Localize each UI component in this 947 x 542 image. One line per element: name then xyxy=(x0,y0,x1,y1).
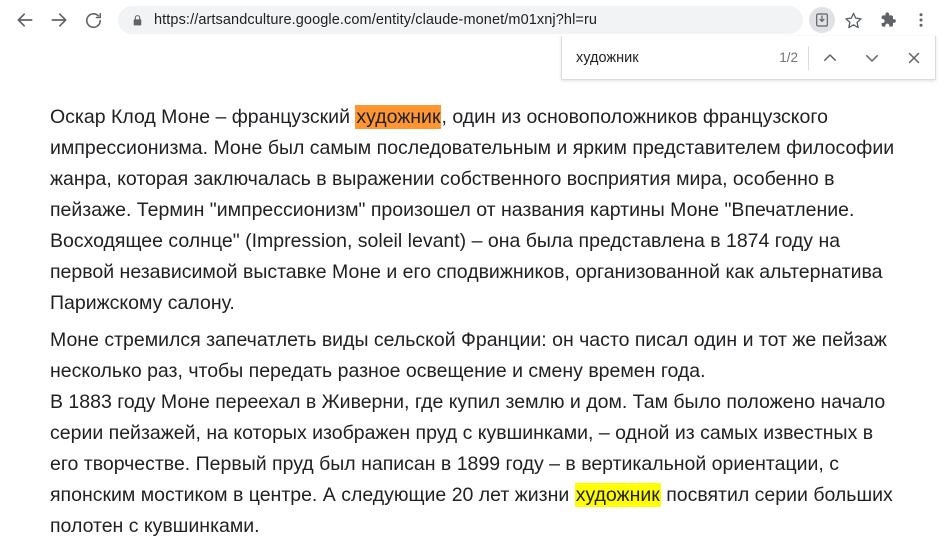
find-input-wrapper[interactable] xyxy=(562,36,775,79)
paragraph-3 xyxy=(50,387,895,542)
text-run: Моне стремился запечатлеть виды сельской Франции: он часто писал один и тот же пейзаж несколько раз, чтобы передать разное освещение и смену времен года. xyxy=(50,329,887,382)
url-text: https://artsandculture.google.com/entity/claude-monet/m01xnj?hl=ru xyxy=(154,12,598,28)
puzzle-piece-icon[interactable] xyxy=(871,4,903,36)
search-highlight: художник xyxy=(575,484,660,506)
star-icon[interactable] xyxy=(837,4,869,36)
text-run: посвятил серии больших полотен с кувшинками. xyxy=(50,484,893,537)
forward-button[interactable] xyxy=(44,5,74,35)
text-run: Оскар Клод Моне – французский xyxy=(50,106,356,128)
back-button[interactable] xyxy=(10,5,40,35)
find-in-page-bar xyxy=(561,36,936,80)
find-input[interactable] xyxy=(576,50,775,66)
chevron-down-icon[interactable] xyxy=(851,36,893,79)
paragraph-1 xyxy=(50,102,895,319)
lock-icon xyxy=(130,13,144,27)
text-run: , один из основоположников французского импрессионизма. Моне был самым последовательным и ярким представителем философии жанра, которая заключалась в выражении собственного восприятия мира, особенно в пейзаже. Термин "импрессионизм" произошел от названия картины Моне "Впечатление. Восходящее солнце" (Impression, soleil levant) – она была представлена в 1874 году на первой независимой выставке Моне и его сподвижников, организованной как альтернатива Парижскому салону. xyxy=(50,106,895,314)
find-match-count: 1/2 xyxy=(779,50,798,65)
chevron-up-icon[interactable] xyxy=(809,36,851,79)
browser-toolbar xyxy=(0,0,947,40)
close-icon[interactable] xyxy=(893,36,935,79)
reload-button[interactable] xyxy=(78,5,108,35)
page-content xyxy=(0,40,947,542)
share-save-icon[interactable] xyxy=(809,7,835,33)
paragraph-2 xyxy=(50,325,895,387)
search-highlight-active: художник xyxy=(356,106,441,128)
address-bar[interactable] xyxy=(118,6,803,34)
text-run: В 1883 году Моне переехал в Живерни, где купил землю и дом. Там было положено начало серии пейзажей, на которых изображен пруд с кувшинками, – одной из самых известных в его творчестве. Первый пруд был написан в 1899 году – в вертикальной ориентации, с японским мостиком в центре. А следующие 20 лет жизни xyxy=(50,391,886,506)
three-dots-menu-icon[interactable] xyxy=(905,4,937,36)
